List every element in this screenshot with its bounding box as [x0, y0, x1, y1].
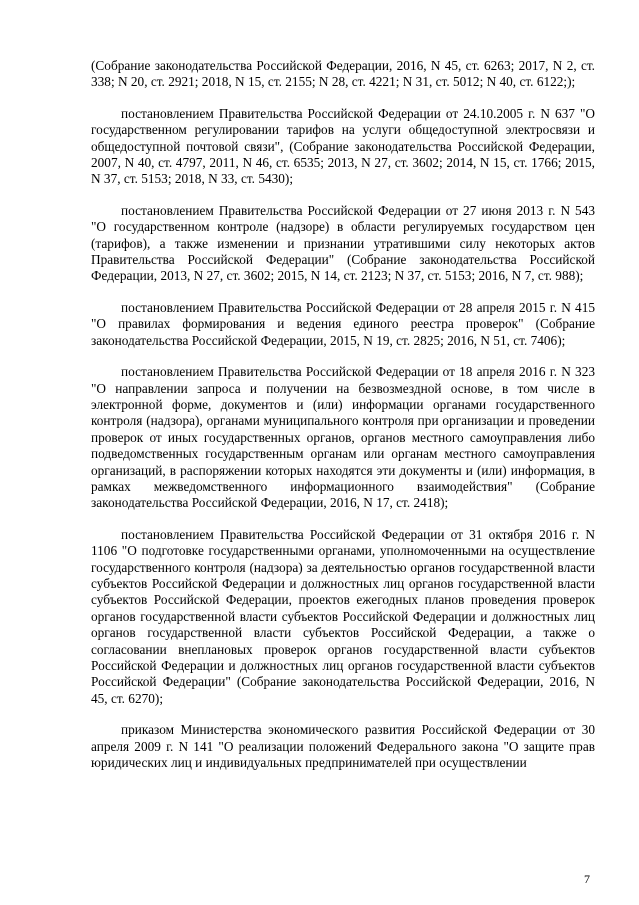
paragraph-order-141: приказом Министерства экономического развития Российской Федерации от 30 апреля 2009 г. N 141 "О реализации положений Федерального закона "О защите прав юридических лиц и индивидуальных предпринимателей при осуществлении [91, 722, 595, 771]
paragraph-resolution-543: постановлением Правительства Российской Федерации от 27 июня 2013 г. N 543 "О государственном контроле (надзоре) в области регулируемых государством цен (тарифов), а также изменении и признании утратившими силу некоторых актов Правительства Российской Федерации" (Собрание законодательства Российской Федерации, 2013, N 27, ст. 3602; 2015, N 14, ст. 2123; N 37, ст. 5153; 2016, N 7, ст. 988); [91, 202, 595, 284]
paragraph-resolution-323: постановлением Правительства Российской Федерации от 18 апреля 2016 г. N 323 "О направлении запроса и получении на безвозмездной основе, в том числе в электронной форме, документов и (или) информации органами государственного контроля (надзора), органами муниципального контроля при организации и проведении проверок от иных государственных органов, органов местного самоуправления либо подведомственных государственным органам или органам местного самоуправления организаций, в распоряжении которых находятся эти документы и (или) информация, в рамках межведомственного информационного взаимодействия" (Собрание законодательства Российской Федерации, 2016, N 17, ст. 2418); [91, 364, 595, 511]
paragraph-sobranie-continuation: (Собрание законодательства Российской Федерации, 2016, N 45, ст. 6263; 2017, N 2, ст. 338; N 20, ст. 2921; 2018, N 15, ст. 2155; N 28, ст. 4221; N 31, ст. 5012; N 40, ст. 6122;); [91, 58, 595, 90]
paragraph-resolution-637: постановлением Правительства Российской Федерации от 24.10.2005 г. N 637 "О государственном регулировании тарифов на услуги общедоступной электросвязи и общедоступной почтовой связи", (Собрание законодательства Российской Федерации, 2007, N 40, ст. 4797, 2011, N 46, ст. 6535; 2013, N 27, ст. 3602; 2014, N 15, ст. 1766; 2015, N 37, ст. 5153; 2018, N 33, ст. 5430); [91, 105, 595, 187]
paragraph-resolution-415: постановлением Правительства Российской Федерации от 28 апреля 2015 г. N 415 "О правилах формирования и ведения единого реестра проверок" (Собрание законодательства Российской Федерации, 2015, N 19, ст. 2825; 2016, N 51, ст. 7406); [91, 299, 595, 348]
page-number: 7 [584, 872, 590, 886]
document-body [91, 58, 595, 771]
paragraph-resolution-1106: постановлением Правительства Российской Федерации от 31 октября 2016 г. N 1106 "О подготовке государственными органами, уполномоченными на осуществление государственного контроля (надзора) за деятельностью органов государственной власти субъектов Российской Федерации и должностных лиц органов государственной власти субъектов Российской Федерации, проектов ежегодных планов проведения проверок органов государственной власти субъектов Российской Федерации и должностных лиц органов государственной власти субъектов Российской Федерации, а также о согласовании внеплановых проверок органов государственной власти субъектов Российской Федерации и должностных лиц органов государственной власти субъектов Российской Федерации" (Собрание законодательства Российской Федерации, 2016, N 45, ст. 6270); [91, 526, 595, 706]
